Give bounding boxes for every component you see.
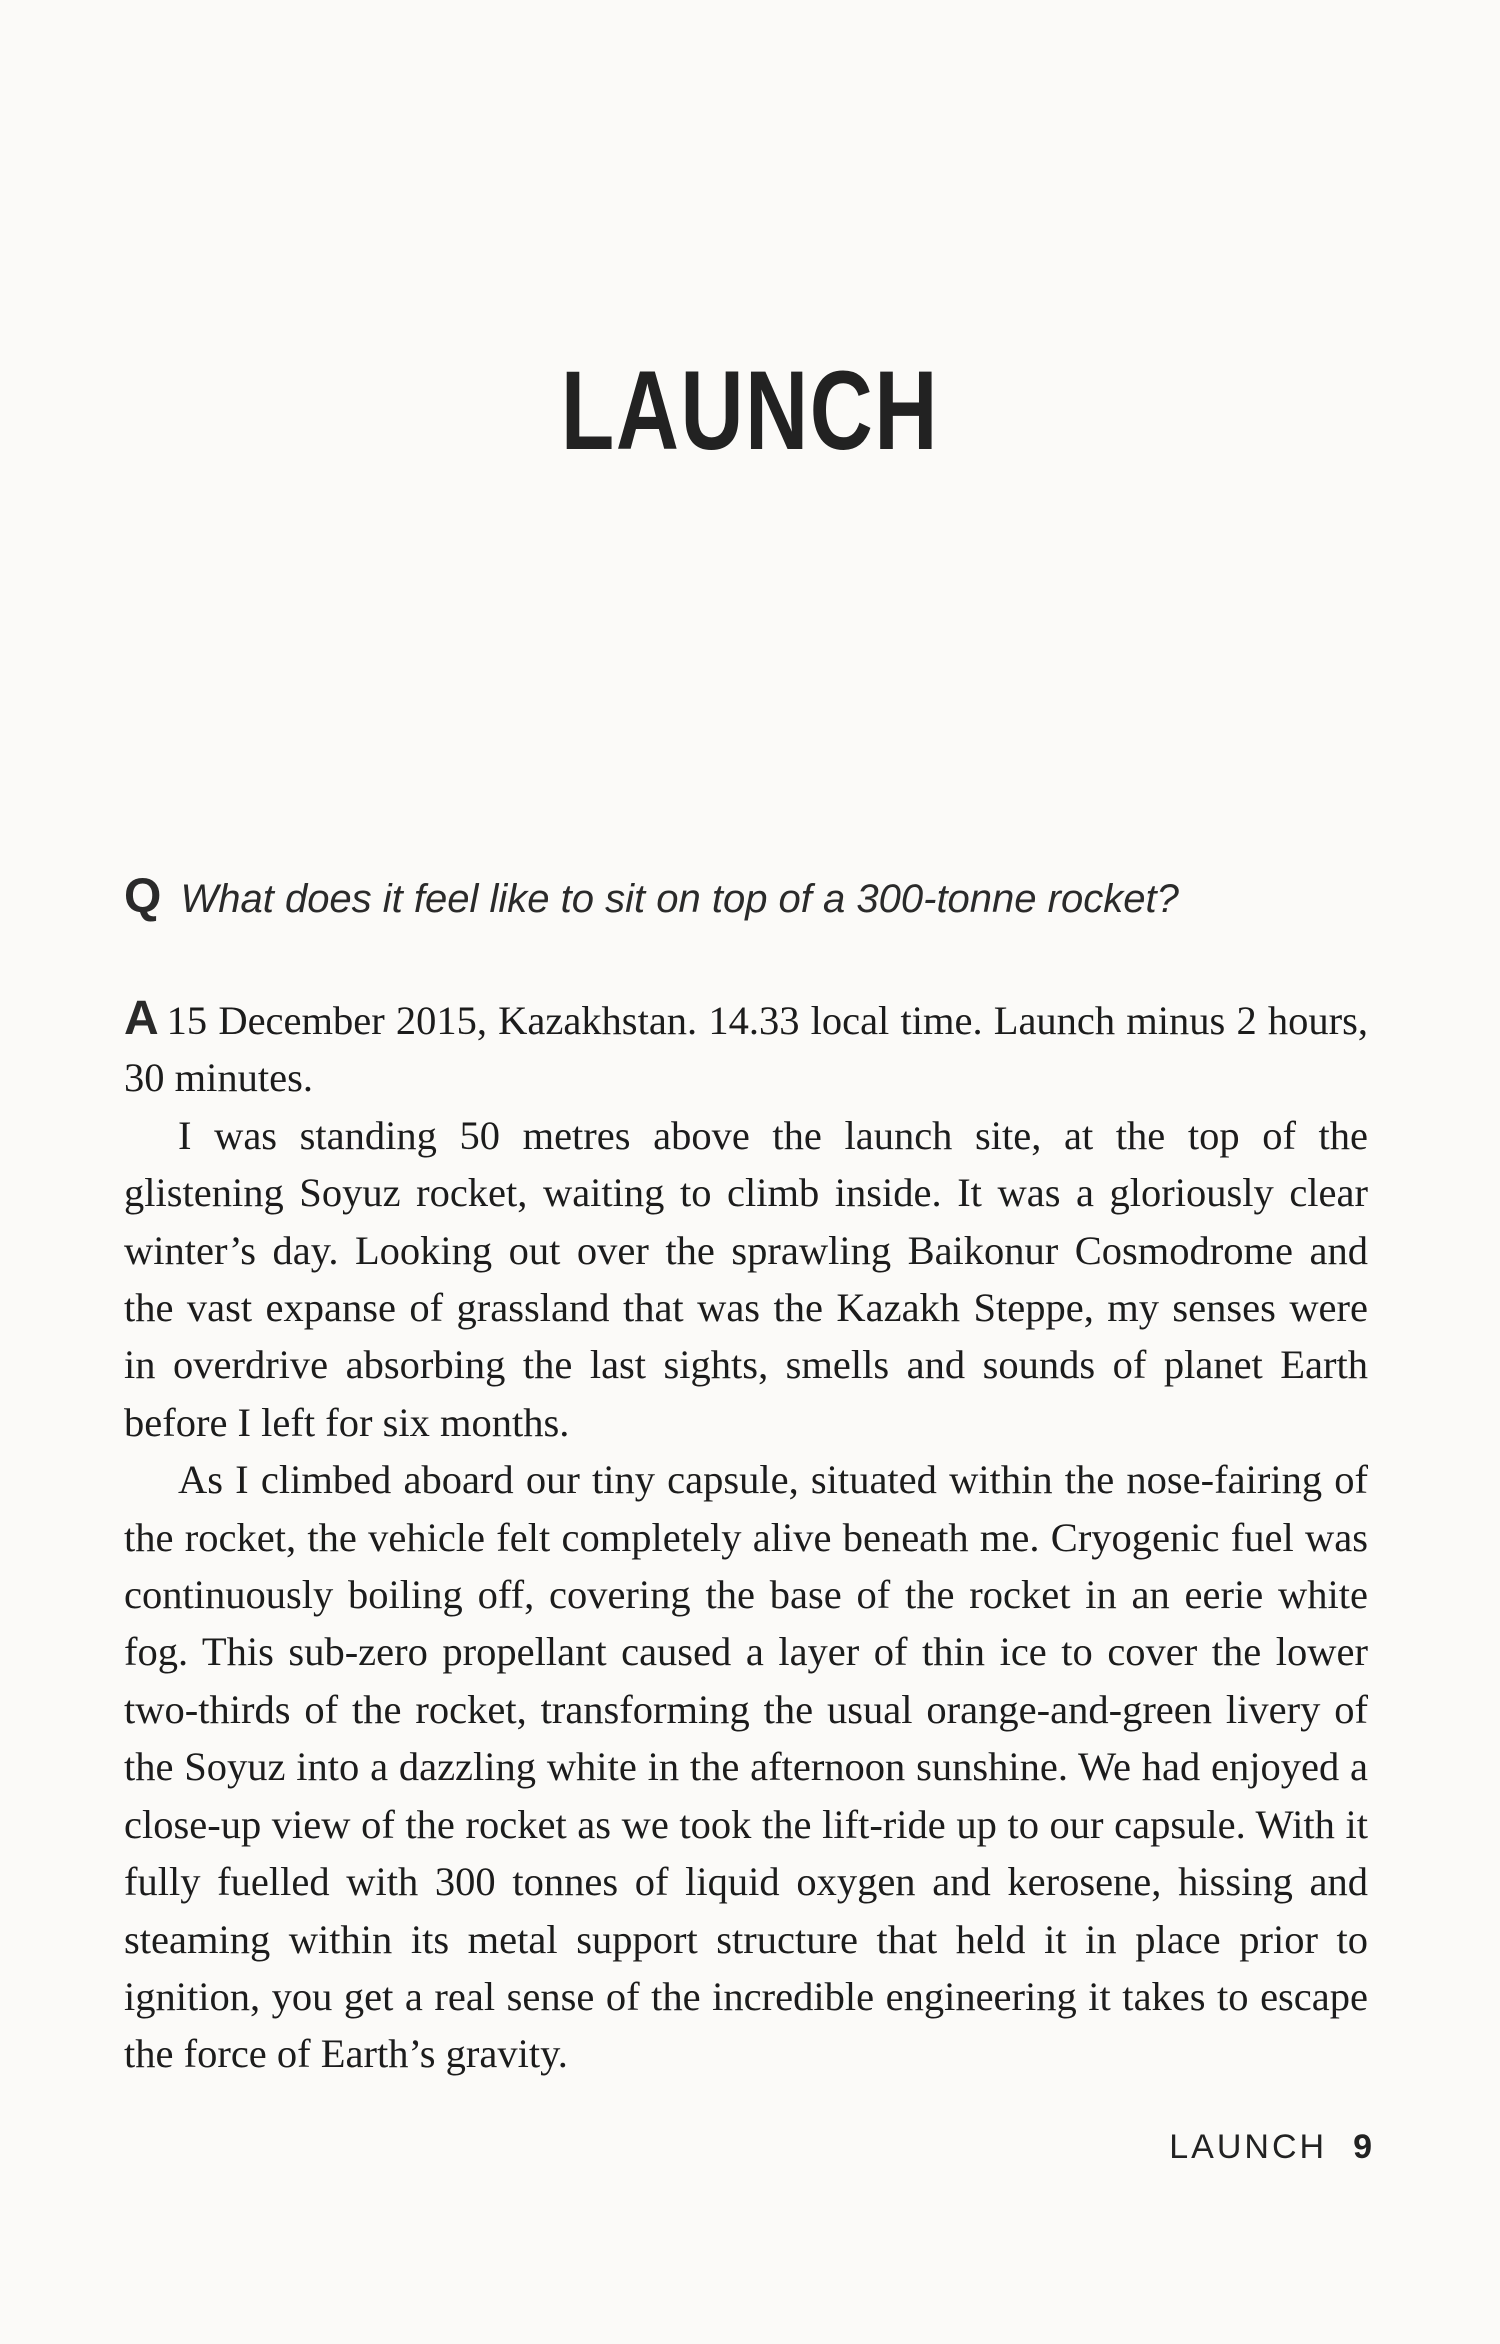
answer-marker: A: [124, 992, 159, 1045]
question-text: What does it feel like to sit on top of a 300-tonne rocket?: [180, 877, 1179, 921]
answer-paragraph-1: [124, 990, 1368, 1107]
chapter-title: LAUNCH: [560, 348, 940, 473]
page-number: 9: [1353, 2128, 1372, 2166]
running-footer: [1169, 2128, 1372, 2167]
answer-paragraph-1-text: 15 December 2015, Kazakhstan. 14.33 local time. Launch minus 2 hours, 30 minutes.: [124, 998, 1368, 1101]
answer-paragraph-3: As I climbed aboard our tiny capsule, situated within the nose-fairing of the rocket, the vehicle felt completely alive beneath me. Cryogenic fuel was continuously boiling off, covering the base of the rocket in an eerie white fog. This sub-zero propellant caused a layer of thin ice to cover the lower two-thirds of the rocket, transforming the usual orange-and-green livery of the Soyuz into a dazzling white in the afternoon sunshine. We had enjoyed a close-up view of the rocket as we took the lift-ride up to our capsule. With it fully fuelled with 300 tonnes of liquid oxygen and kerosene, hissing and steaming within its metal support structure that held it in place prior to ignition, you get a real sense of the incredible engineering it takes to escape the force of Earth’s gravity.: [124, 1457, 1368, 2077]
answer-paragraph-2: I was standing 50 metres above the launch site, at the top of the glistening Soyuz rocket, waiting to climb inside. It was a gloriously clear winter’s day. Looking out over the sprawling Baikonur Cosmodrome and the vast expanse of grassland that was the Kazakh Steppe, my senses were in overdrive absorbing the last sights, smells and sounds of planet Earth before I left for six months.: [124, 1112, 1368, 1445]
answer-block: [124, 990, 1368, 2083]
question-block: [124, 868, 1374, 926]
running-head: LAUNCH: [1169, 2128, 1328, 2166]
question-marker: Q: [124, 870, 162, 923]
